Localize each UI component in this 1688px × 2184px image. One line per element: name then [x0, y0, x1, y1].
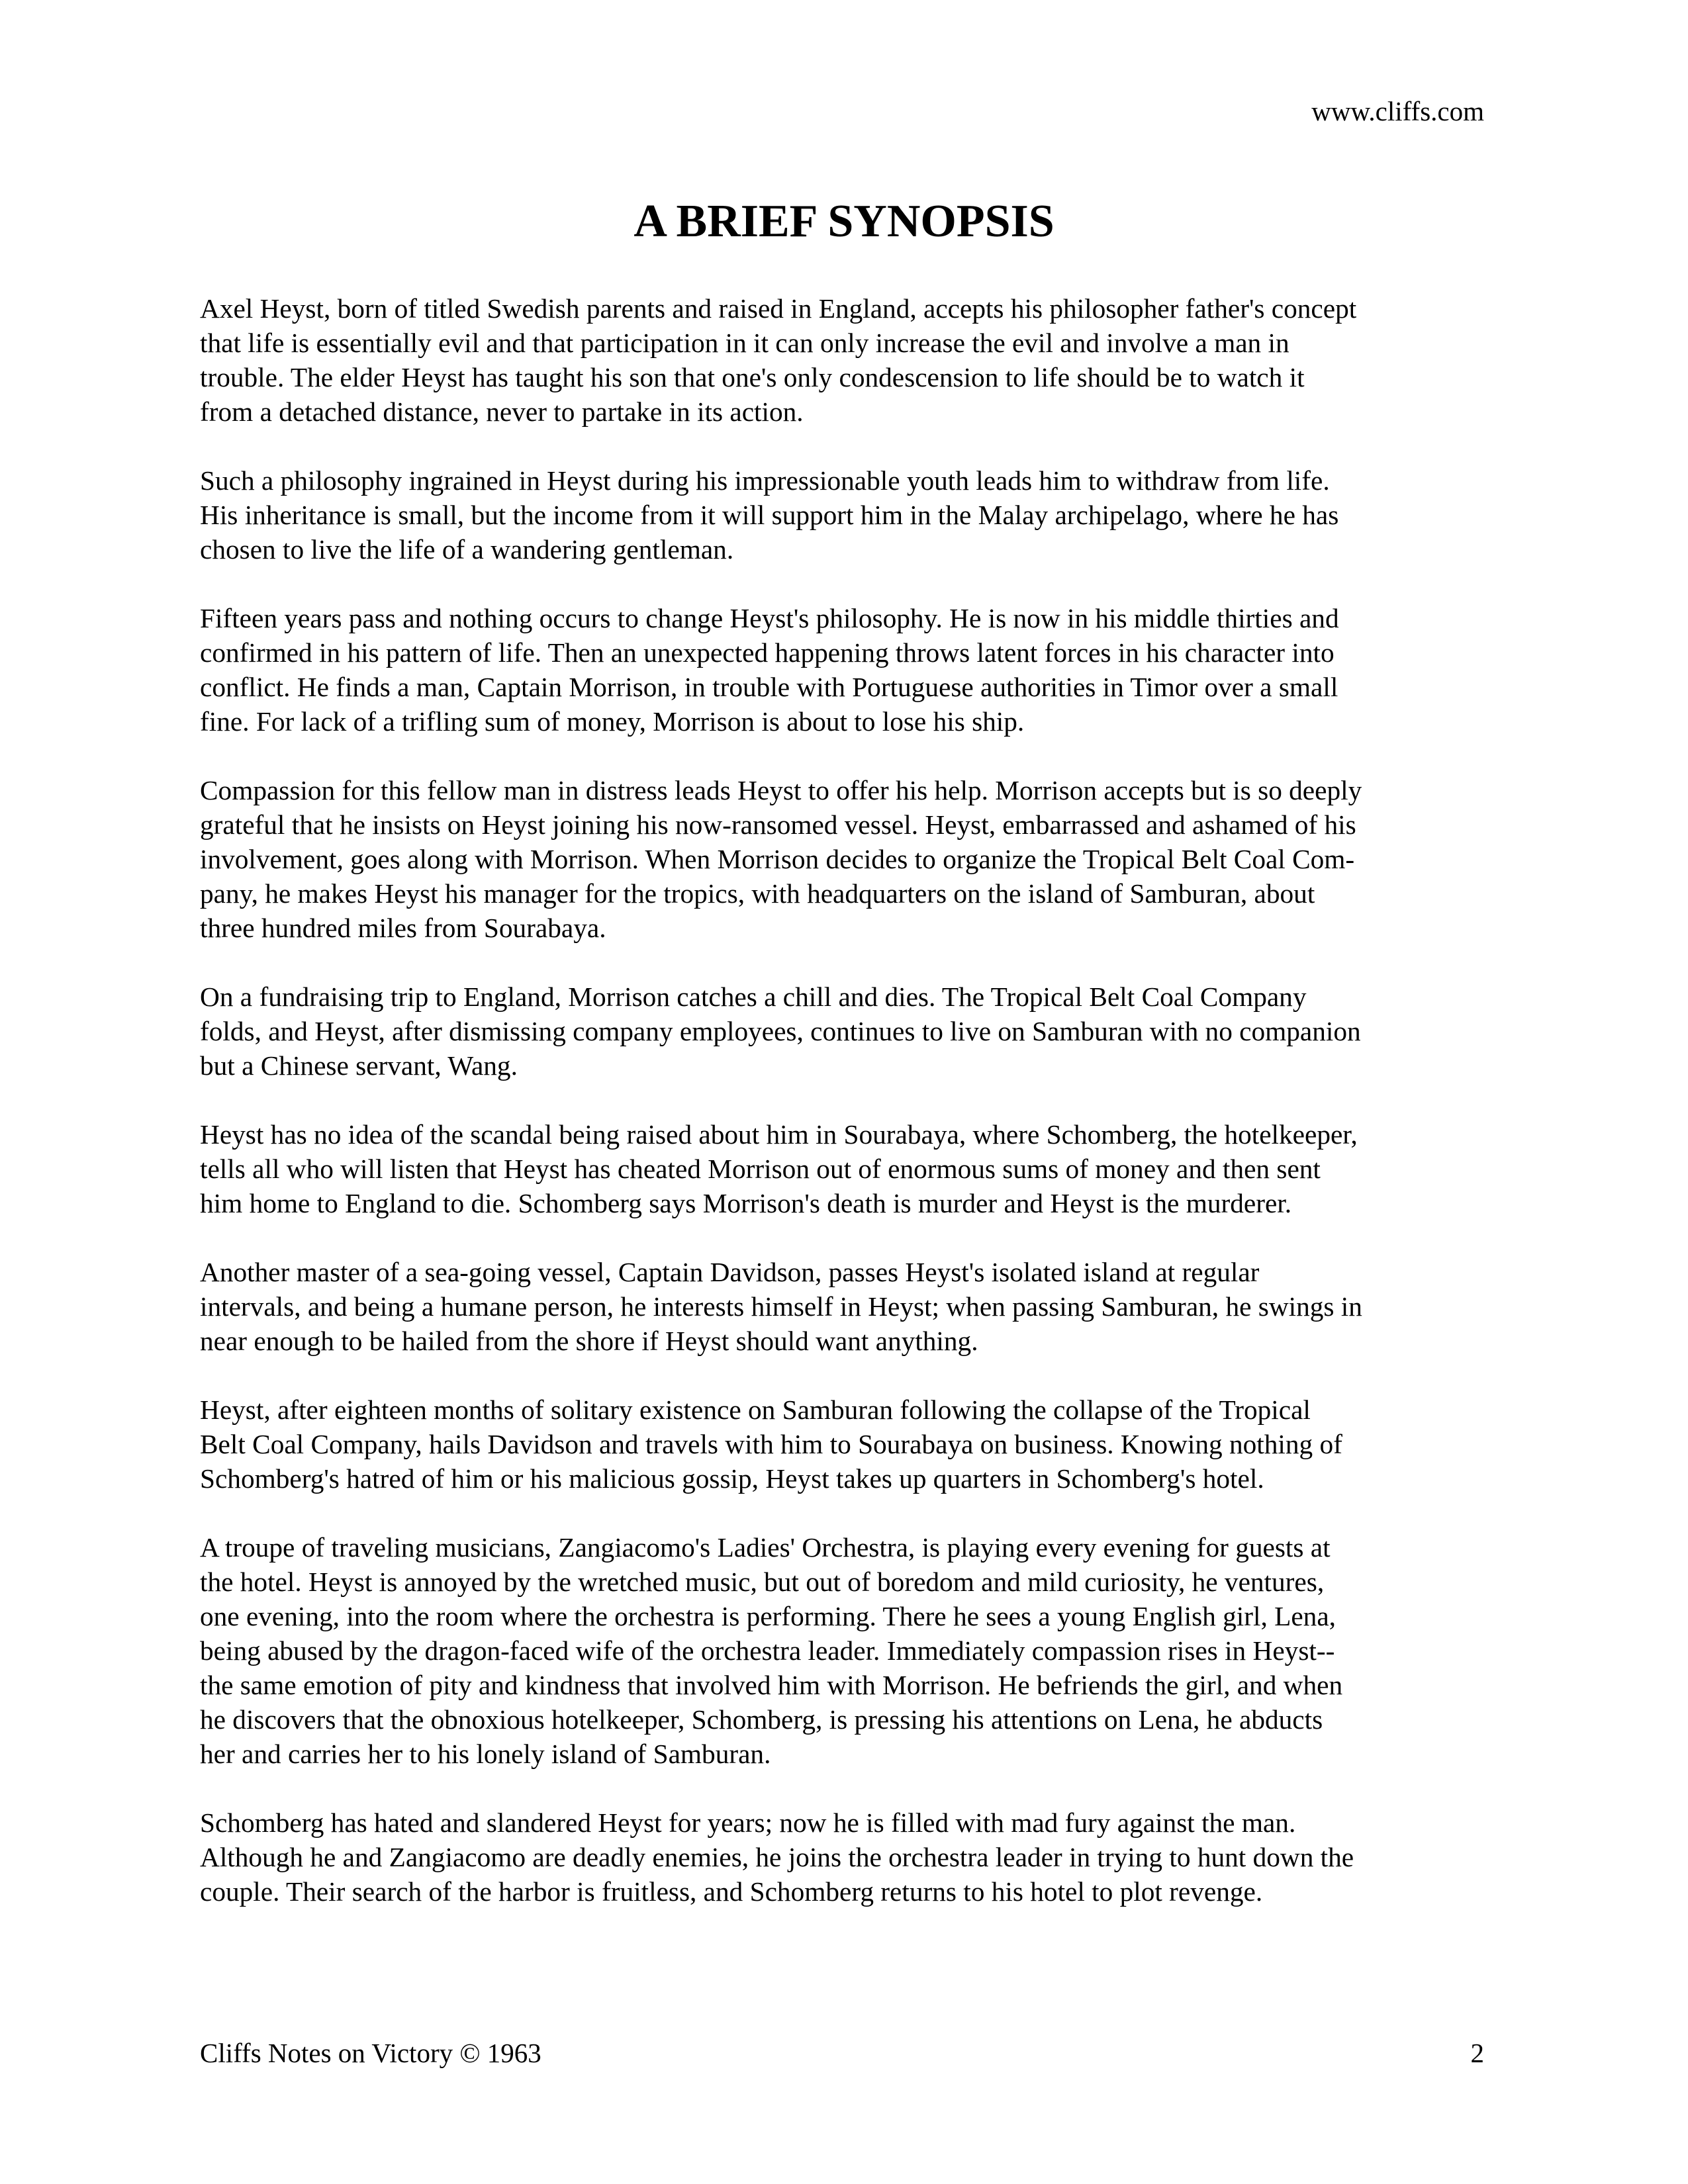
paragraph: Such a philosophy ingrained in Heyst during his impressionable youth leads him to withdraw from life. His inheritance is small, but the income from it will support him in the Malay archipelago, where he has chosen to live the life of a wandering gentleman. [200, 465, 1339, 565]
header-url: www.cliffs.com [1311, 96, 1484, 126]
paragraph: Heyst, after eighteen months of solitary existence on Samburan following the collapse of the Tropical Belt Coal Company, hails Davidson and travels with him to Sourabaya on business. Knowing nothing of Schomberg's hatred of him or his malicious gossip, Heyst takes up quarters in Schomberg's hotel. [200, 1394, 1342, 1494]
paragraph: On a fundraising trip to England, Morrison catches a chill and dies. The Tropical Belt Coal Company folds, and Heyst, after dismissing company employees, continues to live on Samburan with no companion but a Chinese servant, Wang. [200, 981, 1361, 1081]
paragraph: Schomberg has hated and slandered Heyst for years; now he is filled with mad fury against the man. Although he and Zangiacomo are deadly enemies, he joins the orchestra leader in trying to hunt down the couple. Their search of the harbor is fruitless, and Schomberg returns to his hotel to plot revenge. [200, 1807, 1354, 1907]
paragraph: Another master of a sea-going vessel, Captain Davidson, passes Heyst's isolated island at regular intervals, and being a humane person, he interests himself in Heyst; when passing Samburan, he swings in near enough to be hailed from the shore if Heyst should want anything. [200, 1257, 1362, 1356]
paragraph: Compassion for this fellow man in distress leads Heyst to offer his help. Morrison accepts but is so deeply grateful that he insists on Heyst joining his now-ransomed vessel. Heyst, embarrassed and ashamed of his involvement, goes along with Morrison. When Morrison decides to organize the Tropical Belt Coal Com- pany, he makes Heyst his manager for the tropics, with headquarters on the island of Samburan, about three hundred miles from Sourabaya. [200, 775, 1362, 943]
paragraph: Axel Heyst, born of titled Swedish parents and raised in England, accepts his philosopher father's concept that life is essentially evil and that participation in it can only increase the evil and involve a man in trouble. The elder Heyst has taught his son that one's only condescension to life should be to watch it from a detached distance, never to partake in its action. [200, 293, 1357, 427]
footer-source: Cliffs Notes on Victory © 1963 [200, 2038, 541, 2068]
synopsis-body [200, 291, 1487, 1943]
page-title: A BRIEF SYNOPSIS [633, 196, 1055, 247]
paragraph: Fifteen years pass and nothing occurs to change Heyst's philosophy. He is now in his middle thirties and confirmed in his pattern of life. Then an unexpected happening throws latent forces in his character into conflict. He finds a man, Captain Morrison, in trouble with Portuguese authorities in Timor over a small fine. For lack of a trifling sum of money, Morrison is about to lose his ship. [200, 603, 1339, 737]
page-number: 2 [1470, 2038, 1484, 2068]
paragraph: A troupe of traveling musicians, Zangiacomo's Ladies' Orchestra, is playing every evening for guests at the hotel. Heyst is annoyed by the wretched music, but out of boredom and mild curiosity, he ventures, one evening, into the room where the orchestra is performing. There he sees a young English girl, Lena, being abused by the dragon-faced wife of the orchestra leader. Immediately compassion rises in Heyst-- the same emotion of pity and kindness that involved him with Morrison. He befriends the girl, and when he discovers that the obnoxious hotelkeeper, Schomberg, is pressing his attentions on Lena, he abducts her and carries her to his lonely island of Samburan. [200, 1532, 1343, 1769]
paragraph: Heyst has no idea of the scandal being raised about him in Sourabaya, where Schomberg, the hotelkeeper, tells all who will listen that Heyst has cheated Morrison out of enormous sums of money and then sent him home to England to die. Schomberg says Morrison's death is murder and Heyst is the murderer. [200, 1119, 1358, 1218]
